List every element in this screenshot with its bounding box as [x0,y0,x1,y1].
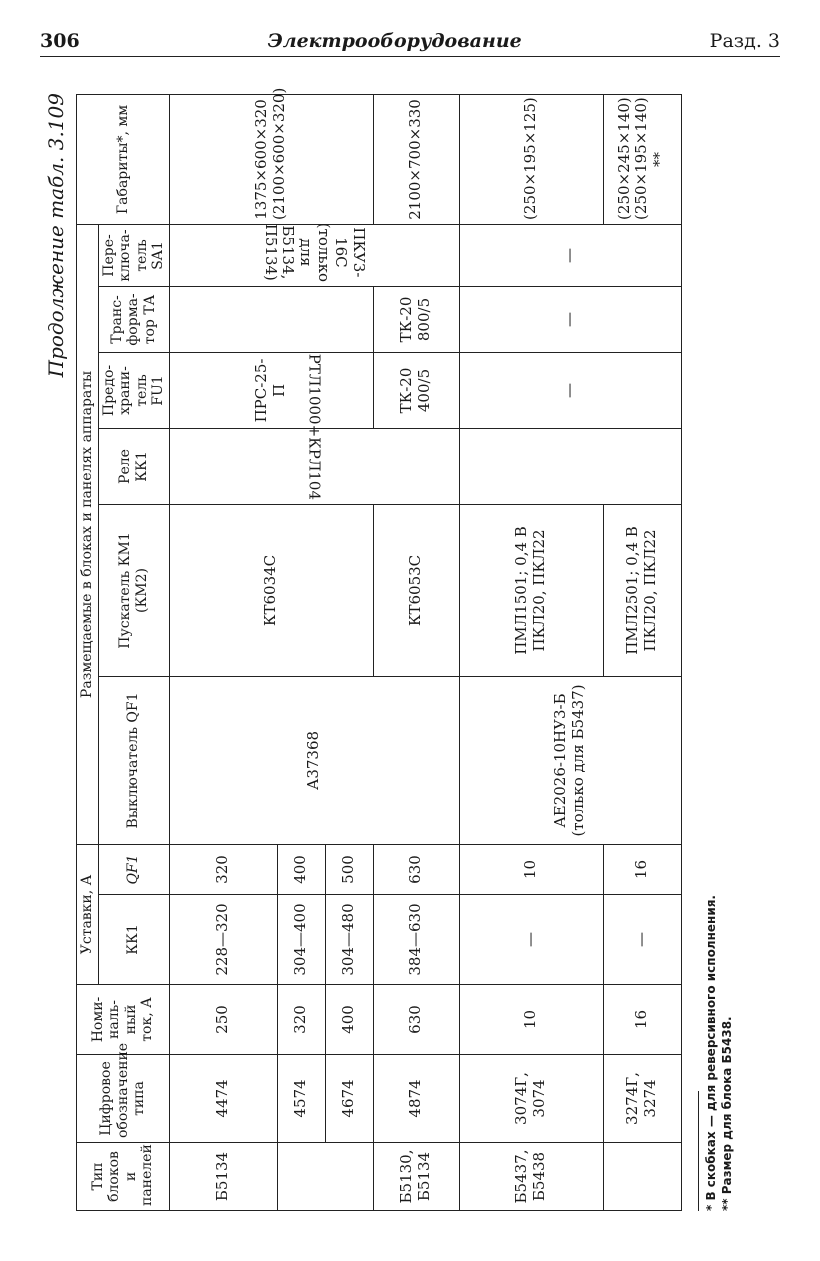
cell-switch [169,224,459,286]
rotated-table-area [40,87,775,1217]
cell-qf1: 10 [459,844,603,894]
col-qf1-header: QF1 [98,844,169,894]
header-row-1 [77,94,99,1210]
cell-kk1: 384—630 [373,895,459,985]
col-relay-header: Реле КК1 [98,428,169,504]
cell-code: 4874 [373,1055,459,1143]
cell-code: 3274Г, 3274 [603,1055,681,1143]
cell-qf1: 400 [277,844,325,894]
cell-code: 3074Г, 3074 [459,1055,603,1143]
col-breaker-header: Выключатель QF1 [98,676,169,844]
col-switch-header: Пере-ключа-тель SA1 [98,224,169,286]
cell-starter: КТ6034С [169,504,373,676]
cell-fuse: — [459,352,681,428]
footnote-rule [698,1091,699,1211]
cell-nominal: 630 [373,985,459,1055]
cell-qf1: 500 [325,844,373,894]
cell-qf1: 16 [603,844,681,894]
cell-dimensions: 1375×600×320 (2100×600×320) [169,94,373,224]
col-devices-header: Размещаемые в блоках и панелях аппараты [77,224,99,844]
cell-transformer: ТК-20 800/5 [373,286,459,352]
cell-type [603,1143,681,1211]
col-type-header: Тип блоков и панелей [77,1143,170,1211]
cell-kk1: 304—480 [325,895,373,985]
section-label: Разд. 3 [709,30,780,52]
col-dimensions-header: Габариты*, мм [77,94,170,224]
cell-breaker: АЕ2026-10НУ3-Б (только для Б5437) [459,676,681,844]
col-starter-header: Пускатель КМ1 (КМ2) [98,504,169,676]
table-caption: Продолжение табл. 3.109 [44,93,68,378]
cell-dimensions: 2100×700×330 [373,94,459,224]
footnote-1: * В скобках — для реверсивного исполнения. [704,895,718,1211]
cell-fuse: ПРС-25-П [169,352,373,428]
col-settings-header: Уставки, А [77,844,99,984]
cell-kk1: 304—400 [277,895,325,985]
cell-transformer [169,286,373,352]
table-row [459,94,603,1210]
col-nominal-header: Номи-наль-ный ток, А [77,985,170,1055]
footnote-2: ** Размер для блока Б5438. [720,1016,735,1211]
page-header [40,24,780,57]
cell-nominal: 250 [169,985,277,1055]
footnotes [698,95,735,1211]
cell-relay [459,428,681,504]
col-code-header: Цифровое обозначение типа [77,1055,170,1143]
cell-type [277,1143,373,1211]
cell-nominal: 10 [459,985,603,1055]
cell-code: 4474 [169,1055,277,1143]
cell-starter: КТ6053С [373,504,459,676]
relay-inverted-text: РТЛ1000+КРЛ104 [305,353,324,500]
table-row [169,94,277,1210]
cell-type: Б5437, Б5438 [459,1143,603,1211]
cell-nominal: 400 [325,985,373,1055]
cell-switch: — [459,224,681,286]
equipment-table [76,87,682,1211]
cell-dimensions: (250×245×140) (250×195×140) ** [603,94,681,224]
cell-qf1: 320 [169,844,277,894]
switch-inverted-text: ПКУ3-16С (только для Б5134, П5134) [261,222,369,282]
page-number: 306 [40,30,80,52]
cell-dimensions: (250×195×125) [459,94,603,224]
cell-kk1: 228—320 [169,895,277,985]
cell-starter: ПМЛ1501; 0,4 В ПКЛ20, ПКЛ22 [459,504,603,676]
cell-kk1: — [459,895,603,985]
cell-qf1: 630 [373,844,459,894]
cell-nominal: 16 [603,985,681,1055]
cell-code: 4574 [277,1055,325,1143]
running-title: Электрооборудование [267,30,522,52]
cell-type: Б5130, Б5134 [373,1143,459,1211]
cell-starter: ПМЛ2501; 0,4 В ПКЛ20, ПКЛ22 [603,504,681,676]
col-kk1-header: КК1 [98,895,169,985]
col-transformer-header: Транс-форма-тор ТА [98,286,169,352]
cell-type: Б5134 [169,1143,277,1211]
cell-breaker: А37368 [169,676,459,844]
cell-code: 4674 [325,1055,373,1143]
cell-nominal: 320 [277,985,325,1055]
cell-transformer: — [459,286,681,352]
cell-fuse: ТК-20 400/5 [373,352,459,428]
col-fuse-header: Предо-храни-тель FU1 [98,352,169,428]
cell-kk1: — [603,895,681,985]
